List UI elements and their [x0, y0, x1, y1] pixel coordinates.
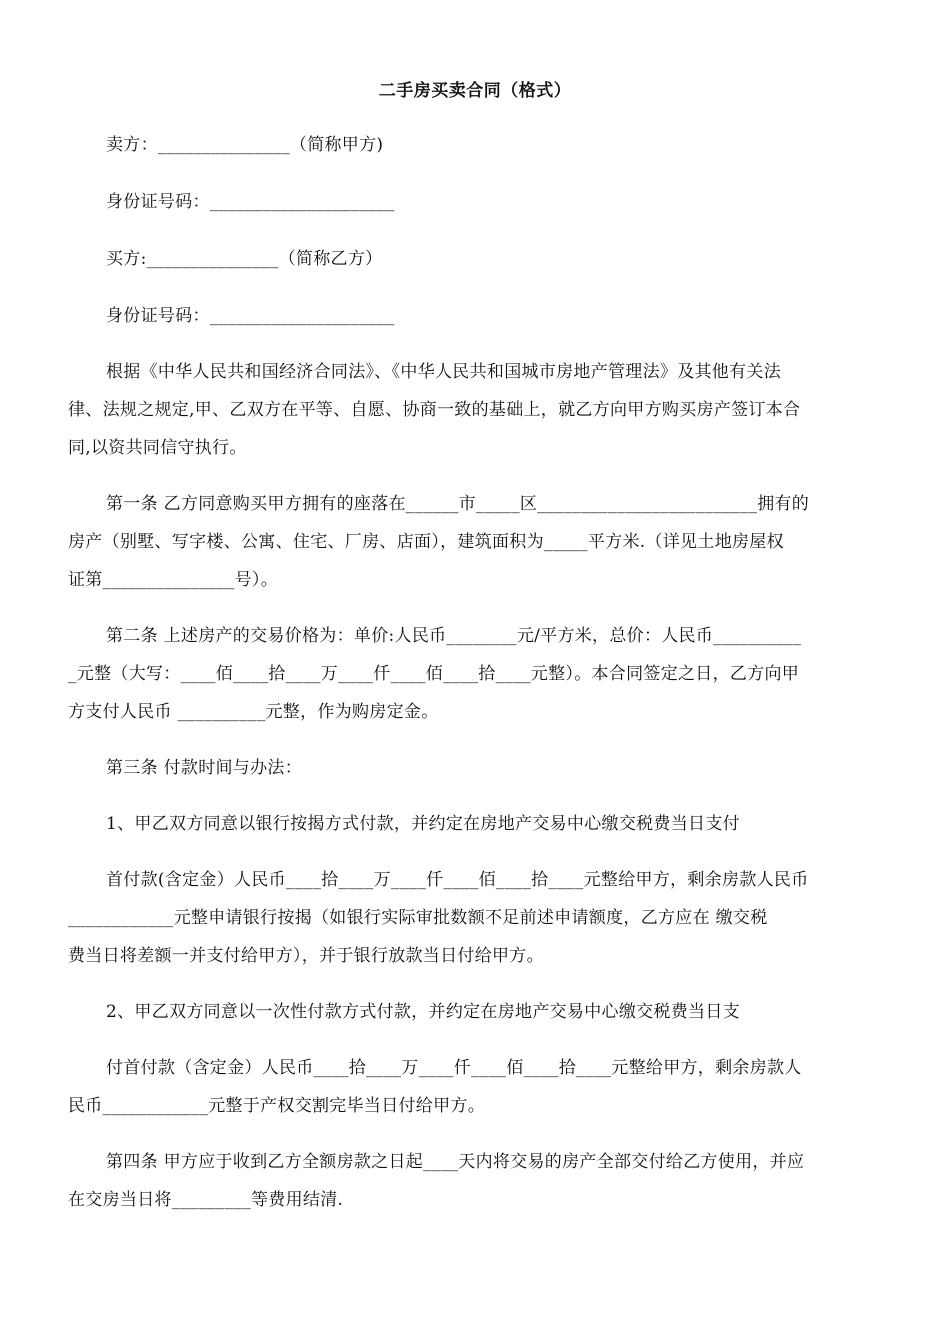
preamble-line-1: 根据《中华人民共和国经济合同法》、《中华人民共和国城市房地产管理法》及其他有关法	[106, 362, 781, 382]
article-4-line-2: 在交房当日将_________等费用结清.	[68, 1190, 344, 1210]
article-4-line-1: 第四条 甲方应于收到乙方全额房款之日起____天内将交易的房产全部交付给乙方使用，并应	[106, 1152, 805, 1172]
article-3-heading: 第三条 付款时间与办法：	[106, 758, 303, 778]
seller-id-line: 身份证号码：_____________________	[106, 192, 395, 212]
article-3-option-1-line-3: 费当日将差额一并支付给甲方），并于银行放款当日付给甲方。	[68, 946, 544, 966]
seller-line: 卖方：_______________（简称甲方)	[106, 135, 384, 155]
article-3-option-1: 1、甲乙双方同意以银行按揭方式付款，并约定在房地产交易中心缴交税费当日支付	[106, 814, 740, 834]
article-3-option-2: 2、甲乙双方同意以一次性付款方式付款，并约定在房地产交易中心缴交税费当日支	[106, 1002, 740, 1022]
article-2-line-2: _元整（大写：____佰____拾____万____仟____佰____拾____元整）。本合同签定之日，乙方向甲	[68, 664, 800, 684]
buyer-id-line: 身份证号码：_____________________	[106, 306, 395, 326]
article-3-option-1-line-2: ____________元整申请银行按揭（如银行实际审批数额不足前述申请额度，乙方应在 缴交税	[68, 908, 768, 928]
article-1-line-1: 第一条 乙方同意购买甲方拥有的座落在______市_____区_________________________拥有的	[106, 494, 810, 514]
article-2-line-3: 方支付人民币 __________元整，作为购房定金。	[68, 702, 439, 722]
article-3-option-2-line-2: 民币____________元整于产权交割完毕当日付给甲方。	[68, 1096, 485, 1116]
article-2-line-1: 第二条 上述房产的交易价格为：单价:人民币________元/平方米，总价：人民币__________	[106, 626, 802, 646]
preamble-line-3: 同,以资共同信守执行。	[68, 438, 247, 458]
article-1-line-3: 证第_______________号）。	[68, 570, 278, 590]
article-3-option-2-line-1: 付首付款（含定金）人民币____拾____万____仟____佰____拾____元整给甲方，剩余房款人	[106, 1058, 802, 1078]
buyer-line: 买方:_______________（简称乙方）	[106, 249, 383, 269]
article-1-line-2: 房产（别墅、写字楼、公寓、住宅、厂房、店面），建筑面积为_____平方米.（详见土地房屋权	[68, 532, 784, 552]
preamble-line-2: 律、法规之规定,甲、乙双方在平等、自愿、协商一致的基础上，就乙方向甲方购买房产签订本合	[68, 400, 801, 420]
article-3-option-1-line-1: 首付款(含定金）人民币____拾____万____仟____佰____拾____元整给甲方，剩余房款人民币	[106, 870, 809, 890]
document-title: 二手房买卖合同（格式）	[378, 81, 572, 101]
